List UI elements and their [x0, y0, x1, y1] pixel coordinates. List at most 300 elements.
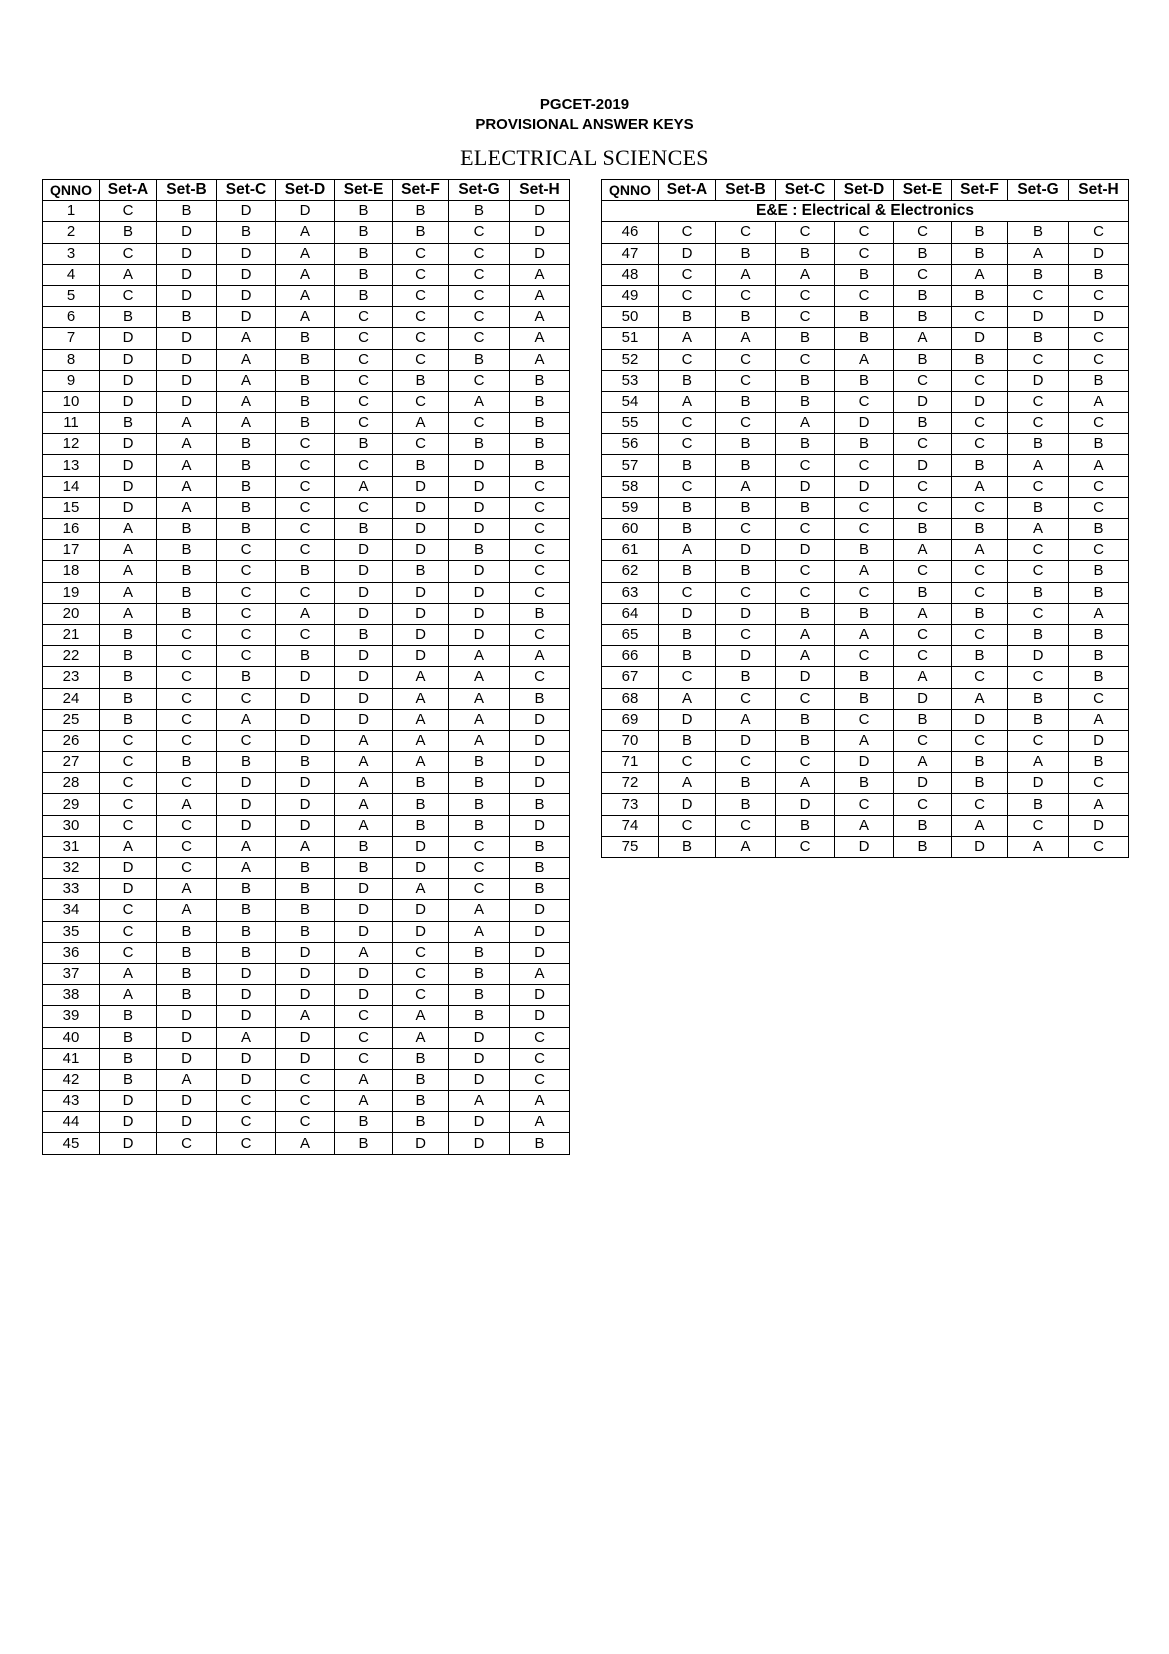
answer-cell: C — [835, 243, 894, 264]
answer-cell: C — [449, 836, 510, 857]
answer-cell: D — [510, 900, 570, 921]
answer-cell: A — [393, 413, 449, 434]
answer-cell: B — [716, 391, 776, 412]
answer-cell: D — [835, 476, 894, 497]
answer-cell: C — [835, 582, 894, 603]
answer-cell: B — [1008, 582, 1069, 603]
answer-cell: B — [659, 455, 716, 476]
answer-cell: D — [1008, 370, 1069, 391]
answer-cell: D — [217, 201, 276, 222]
answer-cell: B — [335, 519, 393, 540]
answer-cell: B — [217, 497, 276, 518]
table-row — [602, 667, 1129, 688]
answer-cell: D — [335, 582, 393, 603]
answer-cell: A — [776, 624, 835, 645]
answer-cell: C — [335, 1006, 393, 1027]
answer-cell: D — [510, 709, 570, 730]
answer-cell: C — [659, 476, 716, 497]
answer-cell: D — [716, 603, 776, 624]
answer-cell: D — [100, 434, 157, 455]
answer-cell: D — [393, 519, 449, 540]
answer-cell: D — [952, 836, 1008, 857]
answer-cell: D — [217, 985, 276, 1006]
table-row — [43, 879, 570, 900]
answer-cell: C — [1008, 667, 1069, 688]
answer-cell: A — [100, 582, 157, 603]
document-title: PROVISIONAL ANSWER KEYS — [475, 116, 694, 133]
answer-cell: A — [449, 646, 510, 667]
answer-cell: C — [510, 624, 570, 645]
answer-cell: C — [1008, 285, 1069, 306]
answer-cell: B — [335, 243, 393, 264]
answer-cell: B — [393, 773, 449, 794]
answer-cell: A — [157, 434, 217, 455]
answer-cell: A — [393, 752, 449, 773]
answer-cell: A — [335, 730, 393, 751]
answer-cell: B — [835, 603, 894, 624]
answer-cell: C — [776, 349, 835, 370]
section-label: E&E : Electrical & Electronics — [602, 201, 1129, 222]
answer-cell: A — [1008, 836, 1069, 857]
answer-cell: B — [510, 794, 570, 815]
table-row — [602, 794, 1129, 815]
answer-cell: C — [952, 582, 1008, 603]
answer-cell: A — [100, 603, 157, 624]
answer-cell: A — [510, 349, 570, 370]
answer-cell: D — [157, 264, 217, 285]
answer-cell: A — [716, 709, 776, 730]
table-row — [602, 476, 1129, 497]
answer-cell: D — [157, 243, 217, 264]
table-row — [43, 540, 570, 561]
answer-cell: C — [716, 370, 776, 391]
answer-cell: A — [157, 455, 217, 476]
question-number-cell: 6 — [43, 307, 100, 328]
answer-cell: D — [335, 561, 393, 582]
answer-cell: C — [449, 328, 510, 349]
answer-cell: D — [510, 985, 570, 1006]
answer-cell: B — [510, 603, 570, 624]
answer-cell: C — [217, 603, 276, 624]
answer-cell: C — [776, 307, 835, 328]
table-row — [43, 434, 570, 455]
question-number-cell: 18 — [43, 561, 100, 582]
answer-cell: B — [276, 370, 335, 391]
answer-cell: C — [276, 582, 335, 603]
answer-cell: A — [510, 285, 570, 306]
answer-cell: C — [276, 497, 335, 518]
question-number-cell: 14 — [43, 476, 100, 497]
column-header-qnno: QNNO — [43, 180, 100, 201]
answer-cell: A — [716, 328, 776, 349]
question-number-cell: 62 — [602, 561, 659, 582]
question-number-cell: 19 — [43, 582, 100, 603]
answer-cell: C — [776, 285, 835, 306]
answer-cell: C — [716, 349, 776, 370]
table-row — [43, 603, 570, 624]
answer-cell: C — [393, 349, 449, 370]
answer-cell: D — [157, 1091, 217, 1112]
answer-cell: C — [1008, 603, 1069, 624]
answer-cell: A — [217, 1027, 276, 1048]
answer-cell: A — [100, 985, 157, 1006]
answer-cell: A — [716, 836, 776, 857]
answer-cell: D — [1069, 730, 1129, 751]
answer-cell: B — [952, 285, 1008, 306]
answer-cell: B — [1069, 264, 1129, 285]
answer-cell: C — [894, 434, 952, 455]
column-header-set-d: Set-D — [276, 180, 335, 201]
answer-cell: C — [510, 476, 570, 497]
answer-cell: B — [716, 243, 776, 264]
answer-cell: C — [217, 624, 276, 645]
answer-cell: A — [276, 1133, 335, 1154]
answer-cell: C — [1008, 815, 1069, 836]
answer-cell: B — [1008, 222, 1069, 243]
answer-cell: C — [449, 879, 510, 900]
answer-cell: C — [716, 519, 776, 540]
answer-cell: C — [157, 815, 217, 836]
table-row — [43, 667, 570, 688]
table-row — [43, 963, 570, 984]
answer-cell: B — [776, 328, 835, 349]
answer-cell: B — [449, 942, 510, 963]
question-number-cell: 12 — [43, 434, 100, 455]
answer-cell: A — [335, 773, 393, 794]
answer-cell: C — [1069, 540, 1129, 561]
answer-cell: D — [835, 752, 894, 773]
answer-cell: B — [1069, 582, 1129, 603]
answer-cell: C — [716, 413, 776, 434]
answer-cell: B — [217, 942, 276, 963]
answer-cell: C — [835, 391, 894, 412]
answer-cell: B — [659, 307, 716, 328]
answer-cell: C — [1069, 413, 1129, 434]
answer-cell: B — [157, 603, 217, 624]
answer-cell: B — [217, 879, 276, 900]
answer-cell: C — [335, 328, 393, 349]
answer-cell: B — [659, 836, 716, 857]
answer-cell: A — [335, 752, 393, 773]
column-header-set-h: Set-H — [1069, 180, 1129, 201]
answer-cell: A — [510, 1112, 570, 1133]
answer-cell: D — [776, 667, 835, 688]
answer-cell: B — [835, 773, 894, 794]
answer-cell: D — [335, 603, 393, 624]
answer-cell: C — [894, 222, 952, 243]
answer-cell: B — [894, 815, 952, 836]
table-row — [43, 773, 570, 794]
table-row — [602, 243, 1129, 264]
answer-cell: B — [659, 370, 716, 391]
table-row — [602, 413, 1129, 434]
answer-cell: C — [100, 921, 157, 942]
answer-cell: B — [510, 413, 570, 434]
answer-cell: B — [157, 582, 217, 603]
column-header-set-g: Set-G — [1008, 180, 1069, 201]
answer-cell: B — [894, 349, 952, 370]
question-number-cell: 67 — [602, 667, 659, 688]
answer-cell: D — [776, 476, 835, 497]
answer-cell: D — [276, 963, 335, 984]
answer-cell: B — [276, 349, 335, 370]
answer-cell: C — [1008, 349, 1069, 370]
answer-cell: A — [449, 1091, 510, 1112]
answer-cell: C — [217, 1091, 276, 1112]
table-row — [602, 307, 1129, 328]
answer-cell: B — [894, 307, 952, 328]
answer-cell: B — [276, 858, 335, 879]
answer-cell: D — [276, 709, 335, 730]
answer-cell: C — [510, 1027, 570, 1048]
answer-cell: D — [449, 1048, 510, 1069]
table-row — [43, 519, 570, 540]
answer-cell: A — [393, 879, 449, 900]
answer-cell: A — [1008, 752, 1069, 773]
answer-cell: D — [393, 476, 449, 497]
answer-cell: A — [393, 730, 449, 751]
answer-cell: D — [157, 391, 217, 412]
answer-cell: D — [335, 540, 393, 561]
answer-cell: D — [894, 391, 952, 412]
answer-cell: B — [952, 603, 1008, 624]
answer-cell: C — [449, 413, 510, 434]
answer-cell: A — [835, 730, 894, 751]
answer-cell: B — [716, 561, 776, 582]
answer-cell: A — [157, 476, 217, 497]
answer-cell: B — [100, 307, 157, 328]
answer-cell: B — [335, 201, 393, 222]
answer-cell: A — [776, 413, 835, 434]
answer-cell: C — [716, 582, 776, 603]
table-row — [43, 222, 570, 243]
answer-key-table-right — [601, 179, 1129, 858]
table-row — [602, 752, 1129, 773]
table-row — [43, 688, 570, 709]
answer-cell: C — [449, 858, 510, 879]
answer-cell: A — [276, 836, 335, 857]
answer-cell: A — [449, 688, 510, 709]
answer-cell: C — [776, 688, 835, 709]
answer-cell: B — [449, 794, 510, 815]
answer-cell: D — [157, 222, 217, 243]
answer-cell: C — [157, 688, 217, 709]
question-number-cell: 11 — [43, 413, 100, 434]
answer-cell: C — [100, 730, 157, 751]
table-row — [602, 434, 1129, 455]
answer-cell: C — [894, 476, 952, 497]
answer-cell: D — [335, 709, 393, 730]
answer-cell: B — [335, 858, 393, 879]
answer-cell: A — [393, 1006, 449, 1027]
table-row — [43, 413, 570, 434]
column-header-set-e: Set-E — [335, 180, 393, 201]
answer-cell: D — [659, 709, 716, 730]
answer-cell: C — [1008, 730, 1069, 751]
answer-cell: C — [276, 455, 335, 476]
question-number-cell: 37 — [43, 963, 100, 984]
answer-cell: C — [952, 497, 1008, 518]
table-row — [602, 688, 1129, 709]
question-number-cell: 43 — [43, 1091, 100, 1112]
question-number-cell: 8 — [43, 349, 100, 370]
answer-cell: A — [276, 307, 335, 328]
answer-cell: B — [1069, 667, 1129, 688]
answer-cell: B — [393, 794, 449, 815]
answer-cell: D — [393, 540, 449, 561]
answer-cell: D — [1008, 773, 1069, 794]
table-row — [43, 730, 570, 751]
answer-cell: A — [659, 391, 716, 412]
answer-cell: D — [217, 773, 276, 794]
table-row — [43, 1133, 570, 1154]
question-number-cell: 70 — [602, 730, 659, 751]
answer-cell: C — [100, 285, 157, 306]
question-number-cell: 55 — [602, 413, 659, 434]
answer-cell: B — [716, 455, 776, 476]
answer-cell: C — [276, 1112, 335, 1133]
answer-cell: D — [276, 1027, 335, 1048]
answer-cell: B — [449, 434, 510, 455]
answer-cell: C — [952, 624, 1008, 645]
answer-cell: D — [100, 1112, 157, 1133]
answer-cell: D — [393, 624, 449, 645]
answer-cell: C — [835, 285, 894, 306]
answer-cell: B — [217, 900, 276, 921]
answer-cell: B — [894, 836, 952, 857]
answer-cell: A — [1008, 455, 1069, 476]
answer-cell: B — [776, 603, 835, 624]
question-number-cell: 31 — [43, 836, 100, 857]
answer-cell: B — [952, 222, 1008, 243]
answer-cell: D — [217, 963, 276, 984]
answer-cell: B — [510, 434, 570, 455]
answer-cell: D — [776, 540, 835, 561]
answer-cell: D — [100, 455, 157, 476]
question-number-cell: 16 — [43, 519, 100, 540]
answer-cell: D — [449, 497, 510, 518]
answer-cell: C — [100, 201, 157, 222]
answer-cell: A — [1069, 455, 1129, 476]
question-number-cell: 48 — [602, 264, 659, 285]
table-row — [602, 328, 1129, 349]
answer-cell: C — [1008, 540, 1069, 561]
answer-cell: A — [952, 264, 1008, 285]
answer-cell: C — [100, 243, 157, 264]
answer-cell: A — [217, 328, 276, 349]
answer-cell: D — [393, 921, 449, 942]
table-row — [43, 900, 570, 921]
question-number-cell: 23 — [43, 667, 100, 688]
answer-cell: C — [776, 519, 835, 540]
answer-cell: C — [1069, 773, 1129, 794]
answer-cell: B — [1069, 370, 1129, 391]
answer-cell: C — [1069, 688, 1129, 709]
answer-cell: A — [276, 264, 335, 285]
answer-cell: D — [217, 1006, 276, 1027]
answer-cell: C — [393, 963, 449, 984]
answer-cell: C — [894, 730, 952, 751]
table-row — [602, 285, 1129, 306]
answer-cell: B — [1008, 264, 1069, 285]
answer-cell: B — [276, 328, 335, 349]
question-number-cell: 4 — [43, 264, 100, 285]
answer-cell: B — [952, 349, 1008, 370]
answer-cell: D — [393, 603, 449, 624]
answer-cell: D — [157, 285, 217, 306]
question-number-cell: 22 — [43, 646, 100, 667]
table-row — [43, 858, 570, 879]
answer-cell: D — [100, 328, 157, 349]
question-number-cell: 21 — [43, 624, 100, 645]
question-number-cell: 65 — [602, 624, 659, 645]
answer-cell: C — [894, 794, 952, 815]
answer-cell: C — [276, 1069, 335, 1090]
answer-cell: D — [217, 243, 276, 264]
answer-cell: C — [659, 285, 716, 306]
table-row — [602, 370, 1129, 391]
subject-title: ELECTRICAL SCIENCES — [460, 145, 709, 170]
answer-cell: C — [716, 285, 776, 306]
question-number-cell: 28 — [43, 773, 100, 794]
answer-cell: C — [157, 624, 217, 645]
answer-cell: D — [1008, 307, 1069, 328]
answer-cell: D — [952, 328, 1008, 349]
answer-cell: B — [510, 391, 570, 412]
answer-cell: C — [393, 264, 449, 285]
answer-cell: B — [335, 624, 393, 645]
answer-cell: A — [835, 349, 894, 370]
answer-cell: C — [217, 688, 276, 709]
answer-cell: D — [835, 413, 894, 434]
answer-cell: C — [276, 624, 335, 645]
answer-cell: B — [393, 1069, 449, 1090]
answer-cell: B — [157, 921, 217, 942]
answer-cell: A — [393, 1027, 449, 1048]
answer-cell: C — [659, 752, 716, 773]
answer-cell: C — [449, 243, 510, 264]
answer-cell: D — [449, 1069, 510, 1090]
answer-cell: D — [276, 942, 335, 963]
answer-cell: A — [1008, 519, 1069, 540]
answer-cell: A — [894, 540, 952, 561]
answer-cell: A — [510, 328, 570, 349]
answer-cell: D — [659, 794, 716, 815]
answer-cell: B — [276, 391, 335, 412]
answer-cell: B — [510, 858, 570, 879]
answer-cell: C — [217, 561, 276, 582]
table-row — [43, 476, 570, 497]
table-row — [43, 942, 570, 963]
answer-cell: B — [393, 815, 449, 836]
answer-cell: D — [217, 815, 276, 836]
answer-cell: A — [335, 794, 393, 815]
question-number-cell: 39 — [43, 1006, 100, 1027]
answer-cell: C — [217, 582, 276, 603]
answer-cell: C — [335, 1027, 393, 1048]
answer-cell: B — [835, 264, 894, 285]
table-row — [43, 624, 570, 645]
answer-cell: C — [952, 307, 1008, 328]
answer-cell: B — [659, 730, 716, 751]
answer-cell: B — [335, 1112, 393, 1133]
answer-cell: B — [776, 243, 835, 264]
answer-cell: D — [510, 1006, 570, 1027]
table-row — [602, 709, 1129, 730]
answer-cell: A — [100, 540, 157, 561]
answer-cell: B — [276, 561, 335, 582]
answer-cell: A — [217, 709, 276, 730]
